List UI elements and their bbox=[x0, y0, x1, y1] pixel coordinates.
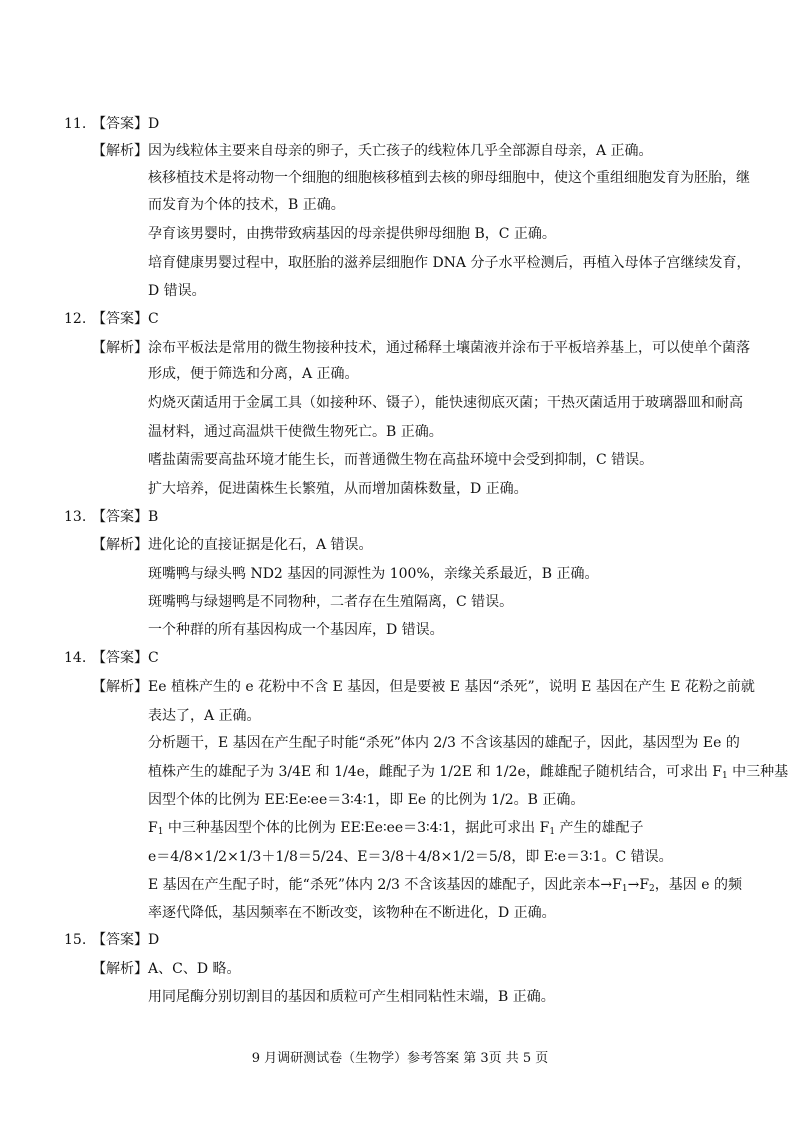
text-segment: 产生的雄配子 bbox=[555, 820, 644, 836]
explanation-label: 【解析】 bbox=[92, 537, 148, 553]
question-number: 11. bbox=[64, 116, 87, 132]
question-number: 12. bbox=[64, 311, 87, 327]
answer-value: C bbox=[148, 311, 159, 327]
explanation-line bbox=[148, 762, 788, 782]
explanation-label: 【解析】 bbox=[92, 340, 148, 356]
explanation-line: 因型个体的比例为 EE∶Ee∶ee＝3∶4∶1，即 Ee 的比例为 1/2。B 正确。 bbox=[148, 792, 585, 808]
explanation-line: 因为线粒体主要来自母亲的卵子，夭亡孩子的线粒体几乎全部源自母亲，A 正确。 bbox=[148, 143, 653, 159]
answer-value: B bbox=[148, 509, 159, 525]
answer-value: D bbox=[148, 116, 160, 132]
explanation-line: 灼烧灭菌适用于金属工具（如接种环、镊子），能快速彻底灭菌；干热灭菌适用于玻璃器皿和耐高 bbox=[148, 395, 743, 411]
explanation-line: 一个种群的所有基因构成一个基因库，D 错误。 bbox=[148, 622, 444, 638]
answer-value: D bbox=[148, 932, 160, 948]
text-segment: →F bbox=[627, 877, 650, 893]
page-footer: 9 月调研测试卷（生物学）参考答案 第 3页 共 5 页 bbox=[251, 1051, 549, 1066]
explanation-line: D 错误。 bbox=[148, 283, 206, 299]
explanation-line: 培育健康男婴过程中，取胚胎的滋养层细胞作 DNA 分子水平检测后，再植入母体子宫继续发育， bbox=[148, 255, 751, 271]
text-segment: ，基因 e 的频 bbox=[654, 877, 742, 893]
explanation-line: 形成，便于筛选和分离，A 正确。 bbox=[148, 366, 359, 382]
explanation-line: A、C、D 略。 bbox=[148, 961, 241, 977]
explanation-label: 【解析】 bbox=[92, 143, 148, 159]
question-number: 15. bbox=[64, 932, 87, 948]
explanation-line bbox=[148, 875, 742, 895]
subscript: 2 bbox=[649, 884, 655, 894]
text-segment: 植株产生的雄配子为 3/4E 和 1/4e，雌配子为 1/2E 和 1/2e，雌雄配子随机结合，可求出 F bbox=[148, 764, 722, 780]
explanation-line: 用同尾酶分别切割目的基因和质粒可产生相同粘性末端，B 正确。 bbox=[148, 989, 555, 1005]
subscript: 1 bbox=[549, 827, 556, 837]
explanation-line: 孕育该男婴时，由携带致病基因的母亲提供卵母细胞 B，C 正确。 bbox=[148, 226, 556, 242]
explanation-line: 分析题干，E 基因在产生配子时能“杀死”体内 2/3 不含该基因的雄配子，因此，基因型为 Ee 的 bbox=[148, 735, 740, 751]
explanation-line: 表达了，A 正确。 bbox=[148, 708, 261, 724]
explanation-line: 温材料，通过高温烘干使微生物死亡。B 正确。 bbox=[148, 424, 443, 440]
answer-label: 【答案】 bbox=[92, 932, 148, 948]
explanation-line bbox=[148, 818, 644, 838]
text-segment: 中三种基因型个体的比例为 EE∶Ee∶ee＝3∶4∶1，据此可求出 F bbox=[163, 820, 550, 836]
subscript: 1 bbox=[722, 771, 728, 781]
subscript: 1 bbox=[621, 884, 628, 894]
explanation-line: 涂布平板法是常用的微生物接种技术，通过稀释土壤菌液并涂布于平板培养基上，可以使单个菌落 bbox=[148, 340, 750, 356]
explanation-label: 【解析】 bbox=[92, 961, 148, 977]
explanation-line: 嗜盐菌需要高盐环境才能生长，而普通微生物在高盐环境中会受到抑制，C 错误。 bbox=[148, 452, 654, 468]
answer-label: 【答案】 bbox=[92, 116, 148, 132]
answer-label: 【答案】 bbox=[92, 650, 148, 666]
answer-label: 【答案】 bbox=[92, 311, 148, 327]
subscript: 1 bbox=[157, 827, 164, 837]
text-segment: E 基因在产生配子时，能“杀死”体内 2/3 不含该基因的雄配子，因此亲本→F bbox=[148, 877, 622, 893]
explanation-line: 扩大培养，促进菌株生长繁殖，从而增加菌株数量，D 正确。 bbox=[148, 481, 528, 497]
explanation-line: 进化论的直接证据是化石，A 错误。 bbox=[148, 537, 373, 553]
text-segment: 中三种基 bbox=[727, 764, 789, 780]
question-number: 13. bbox=[64, 509, 87, 525]
question-number: 14. bbox=[64, 650, 87, 666]
explanation-label: 【解析】 bbox=[92, 679, 148, 695]
explanation-line: 斑嘴鸭与绿头鸭 ND2 基因的同源性为 100%，亲缘关系最近，B 正确。 bbox=[148, 566, 599, 582]
explanation-line: e＝4/8×1/2×1/3＋1/8＝5/24、E＝3/8＋4/8×1/2＝5/8，即 E∶e＝3∶1。C 错误。 bbox=[148, 849, 673, 865]
explanation-line: 斑嘴鸭与绿翅鸭是不同物种，二者存在生殖隔离，C 错误。 bbox=[148, 594, 514, 610]
answer-value: C bbox=[148, 650, 159, 666]
text-segment: F bbox=[148, 820, 158, 836]
explanation-line: 核移植技术是将动物一个细胞的细胞核移植到去核的卵母细胞中，使这个重组细胞发育为胚胎，继 bbox=[148, 170, 750, 186]
explanation-line: Ee 植株产生的 e 花粉中不含 E 基因，但是要被 E 基因“杀死”，说明 E 基因在产生 E 花粉之前就 bbox=[148, 679, 755, 695]
explanation-line: 而发育为个体的技术，B 正确。 bbox=[148, 197, 345, 213]
explanation-line: 率逐代降低，基因频率在不断改变，该物种在不断进化，D 正确。 bbox=[148, 905, 556, 921]
answer-label: 【答案】 bbox=[92, 509, 148, 525]
